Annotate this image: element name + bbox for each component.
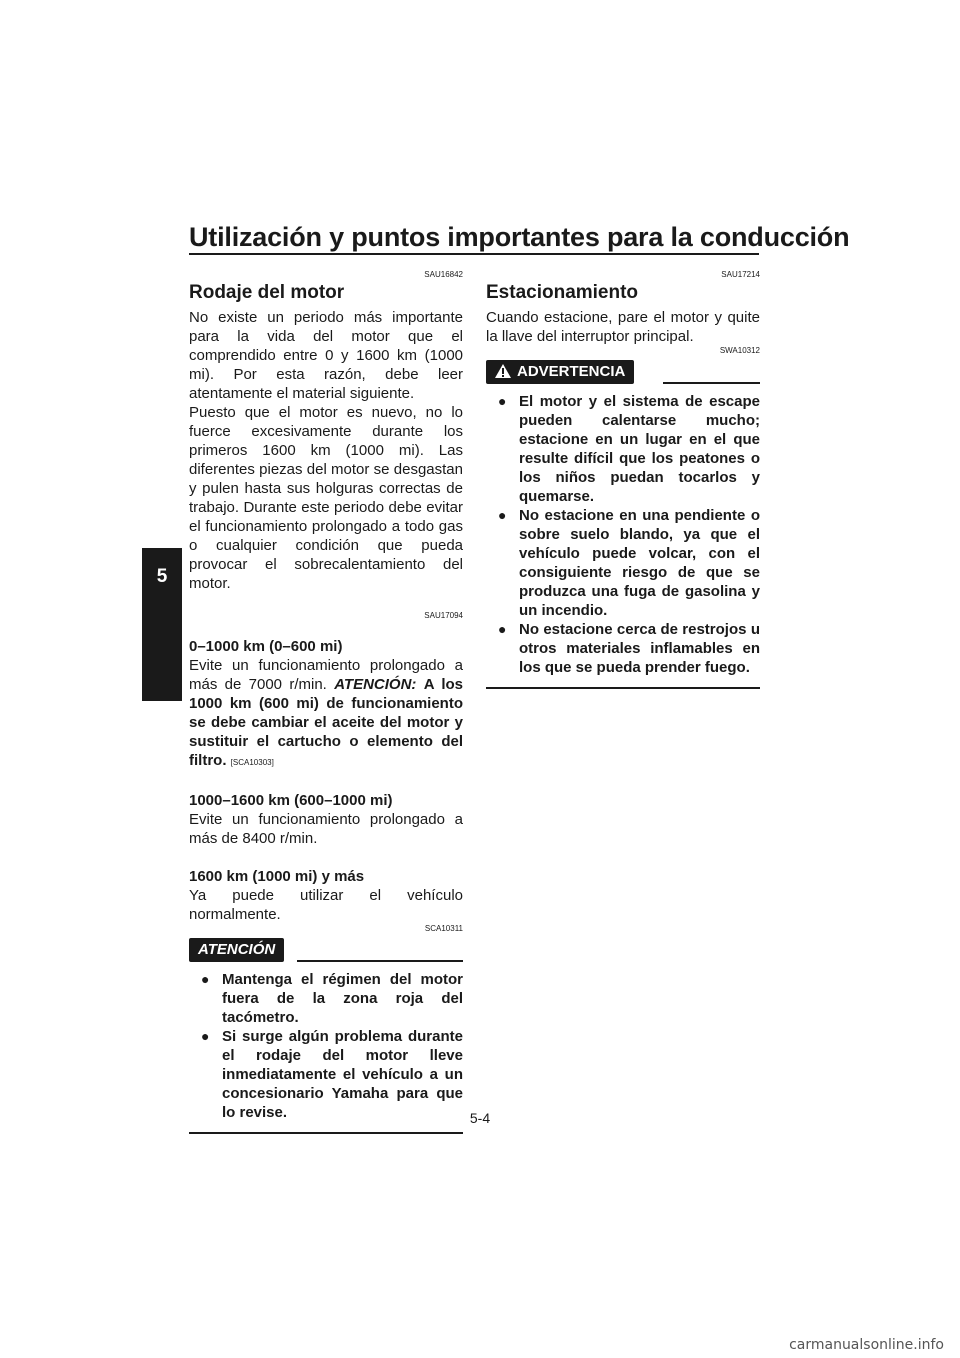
subheading: 1000–1600 km (600–1000 mi) bbox=[189, 792, 393, 809]
bullet-icon: ● bbox=[201, 1028, 210, 1044]
left-column bbox=[189, 270, 463, 1134]
notice-rule bbox=[297, 960, 463, 962]
paragraph: Evite un funcionamiento prolongado a más de 8400 r/min. bbox=[189, 811, 463, 847]
bullet-icon: ● bbox=[498, 507, 507, 523]
paragraph: No existe un periodo más importante para la vida del motor que el comprendido entre 0 y 1600 km (1000 mi). Por esta razón, debe leer atentamente el material siguiente. bbox=[189, 309, 463, 402]
notice-end-rule bbox=[189, 1132, 463, 1134]
section-heading-break-in: Rodaje del motor bbox=[189, 282, 345, 303]
caution-notice-header bbox=[189, 938, 463, 964]
warning-badge bbox=[486, 360, 634, 384]
paragraph: Cuando estacione, pare el motor y quite la llave del interruptor principal. bbox=[486, 309, 760, 345]
reference-code: SAU17214 bbox=[721, 270, 760, 279]
paragraph: Ya puede utilizar el vehículo normalmente. bbox=[189, 887, 463, 923]
reference-code: SWA10312 bbox=[719, 346, 760, 355]
section-heading-parking: Estacionamiento bbox=[486, 282, 639, 303]
right-column bbox=[486, 270, 760, 689]
reference-code: SCA10311 bbox=[424, 924, 463, 933]
watermark: carmanualsonline.info bbox=[789, 1337, 944, 1353]
reference-code: SAU17094 bbox=[424, 611, 463, 620]
list-item: ● Si surge algún problema durante el rodaje del motor lleve inmediatamente el vehículo a un concesionario Yamaha para que lo revise. bbox=[201, 1028, 463, 1121]
chapter-tab bbox=[142, 548, 182, 701]
caution-list bbox=[189, 970, 463, 1122]
reference-code: SAU16842 bbox=[424, 270, 463, 279]
page-title: Utilización y puntos importantes para la conducción bbox=[189, 222, 850, 252]
title-rule bbox=[189, 253, 759, 255]
subheading: 0–1000 km (0–600 mi) bbox=[189, 638, 343, 655]
warning-triangle-icon bbox=[495, 364, 511, 378]
list-item: ● No estacione en una pendiente o sobre suelo blando, ya que el vehículo puede volcar, con el consiguiente riesgo de que se produzca una fuga de gasolina y un incendio. bbox=[498, 507, 760, 619]
list-item: ● No estacione cerca de restrojos u otros materiales inflamables en los que se pueda prender fuego. bbox=[498, 621, 760, 676]
reference-code: [SCA10303] bbox=[230, 758, 274, 767]
warning-label: ADVERTENCIA bbox=[517, 363, 626, 380]
caution-text: A los 1000 km (600 mi) de funcionamiento se debe cambiar el aceite del motor y sustituir el cartucho o elemento del filtro. bbox=[189, 676, 464, 769]
bullet-icon: ● bbox=[498, 621, 507, 637]
paragraph: Puesto que el motor es nuevo, no lo fuerce excesivamente durante los primeros 1600 km (1000 mi). Las diferentes piezas del motor se desgastan y pulen hasta sus holguras correctas de trabajo. Durante este periodo debe evitar el funcionamiento prolongado a todo gas o cualquier condición que pueda provocar el sobrecalentamiento del motor. bbox=[189, 404, 463, 592]
paragraph-text: Evite un funcionamiento prolongado a más de 7000 r/min. bbox=[189, 657, 463, 693]
caution-badge: ATENCIÓN bbox=[189, 938, 284, 962]
bullet-icon: ● bbox=[201, 971, 210, 987]
chapter-number: 5 bbox=[156, 566, 168, 587]
notice-end-rule bbox=[486, 687, 760, 689]
paragraph bbox=[189, 656, 463, 772]
notice-rule bbox=[663, 382, 760, 384]
subheading: 1600 km (1000 mi) y más bbox=[189, 868, 365, 885]
list-item: ● El motor y el sistema de escape pueden calentarse mucho; estacione en un lugar en el que resulte difícil que los peatones o los niños puedan tocarlos y quemarse. bbox=[498, 393, 760, 505]
warning-notice-header bbox=[486, 360, 760, 386]
page-number: 5-4 bbox=[469, 1110, 491, 1126]
warning-list bbox=[486, 392, 760, 677]
list-item: ● Mantenga el régimen del motor fuera de la zona roja del tacómetro. bbox=[201, 971, 463, 1026]
caution-label: ATENCIÓN: bbox=[334, 676, 417, 693]
bullet-icon: ● bbox=[498, 393, 507, 409]
